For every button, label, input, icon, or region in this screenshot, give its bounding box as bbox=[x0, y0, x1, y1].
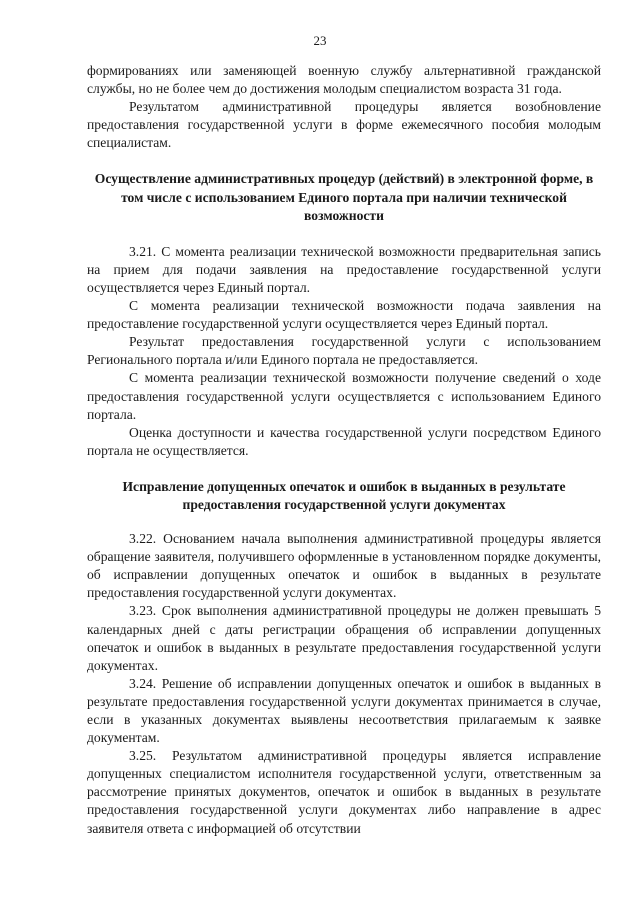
document-body bbox=[87, 62, 601, 838]
paragraph: Результат предоставления государственной услуги с использованием Регионального портала и/или Единого портала не предоставляется. bbox=[87, 334, 601, 368]
section-heading: Исправление допущенных опечаток и ошибок в выданных в результате предоставления государственной услуги документах bbox=[122, 478, 566, 512]
page-number: 23 bbox=[313, 33, 327, 48]
paragraph: С момента реализации технической возможности подача заявления на предоставление государственной услуги осуществляется через Единый портал. bbox=[87, 298, 601, 332]
paragraph: 3.21. С момента реализации технической возможности предварительная запись на прием для подачи заявления на предоставление государственной услуги осуществляется через Единый портал. bbox=[87, 243, 601, 295]
paragraph: 3.22. Основанием начала выполнения административной процедуры является обращение заявителя, получившего оформленные в установленном порядке документы, об исправлении допущенных опечаток и ошибок в выданных в результате предоставления государственной услуги документах. bbox=[87, 531, 601, 601]
paragraph: Результатом административной процедуры является возобновление предоставления государственной услуги в форме ежемесячного пособия молодым специалистам. bbox=[87, 99, 601, 151]
paragraph: 3.24. Решение об исправлении допущенных опечаток и ошибок в выданных в результате предоставления государственной услуги документах принимается в случае, если в указанных документах выявлены несоответствия прилагаемым к заявке документам. bbox=[87, 675, 601, 746]
paragraph: Оценка доступности и качества государственной услуги посредством Единого портала не осуществляется. bbox=[87, 424, 601, 458]
paragraph: формированиях или заменяющей военную службу альтернативной гражданской службы, но не более чем до достижения молодым специалистом возраста 31 года. bbox=[87, 63, 601, 97]
section-heading: Осуществление административных процедур (действий) в электронной форме, в том числе с использованием Единого портала при наличии технической возможности bbox=[94, 171, 594, 223]
paragraph: 3.25. Результатом административной процедуры является исправление допущенных специалистом исполнителя государственной услуги, ответственным за рассмотрение принятых документов, опечаток и ошибок в выданных в результате предоставления государственной услуги документах либо направление в адрес заявителя ответа с информацией об отсутствии bbox=[87, 748, 601, 836]
paragraph: 3.23. Срок выполнения административной процедуры не должен превышать 5 календарных дней с даты регистрации обращения об исправлении допущенных опечаток и ошибок в выданных в результате предоставления государственной услуги документах. bbox=[87, 603, 601, 673]
paragraph: С момента реализации технической возможности получение сведений о ходе предоставления государственной услуги осуществляется с использованием Единого портала. bbox=[87, 370, 601, 422]
